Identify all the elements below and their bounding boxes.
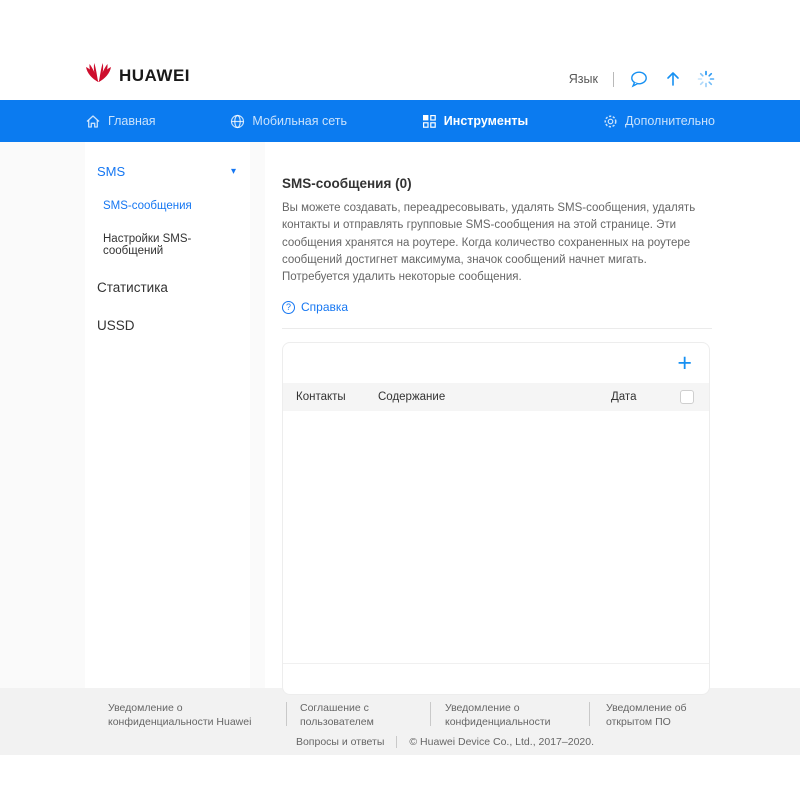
logo-wordmark: HUAWEI <box>119 65 190 85</box>
sidebar-group-label: SMS <box>97 164 126 179</box>
tab-label: Мобильная сеть <box>252 114 347 128</box>
help-link[interactable] <box>282 300 348 314</box>
content-panel <box>265 142 800 688</box>
footer-separator <box>286 702 287 726</box>
tab-mobile-network[interactable] <box>230 114 347 129</box>
page-description: Вы можете создавать, переадресовывать, удалять SMS-сообщения, удалять контакты и отправлять групповые SMS-сообщения на этой странице. Эти сообщения хранятся на роутере. Когда количество сохраненных на роутере сообщений достигнет максимума, значок сообщений начнет мигать. Потребуется удалить некоторые сообщения. <box>282 202 696 283</box>
sidebar-item-statistics[interactable]: Статистика <box>97 280 168 295</box>
main-area <box>0 142 800 688</box>
loading-spinner-icon[interactable] <box>697 70 715 88</box>
sidebar-item-sms-messages[interactable]: SMS-сообщения <box>103 200 192 212</box>
footer-link-privacy-huawei[interactable]: Уведомление о конфиденциальности Huawei <box>108 702 252 729</box>
column-header-contacts: Контакты <box>296 390 346 403</box>
huawei-flower-icon <box>85 63 112 88</box>
copyright-text: © Huawei Device Co., Ltd., 2017–2020. <box>409 736 595 749</box>
help-label: Справка <box>301 300 349 315</box>
tab-label: Главная <box>108 114 156 128</box>
tab-tools[interactable] <box>422 114 528 129</box>
header-controls <box>569 70 715 88</box>
page-title: SMS-сообщения (0) <box>282 176 412 191</box>
gear-icon <box>603 114 618 129</box>
footer-separator <box>396 736 397 748</box>
sidebar <box>85 142 250 688</box>
sidebar-item-ussd[interactable]: USSD <box>97 318 135 333</box>
tab-label: Дополнительно <box>625 114 715 128</box>
table-header-row <box>283 383 709 411</box>
select-all-checkbox[interactable] <box>680 390 694 404</box>
footer-link-privacy-notice[interactable]: Уведомление о конфиденциальности <box>445 702 551 729</box>
page-footer <box>0 688 800 755</box>
tab-home[interactable] <box>85 114 156 129</box>
huawei-logo <box>85 63 190 88</box>
column-header-content: Содержание <box>378 390 446 403</box>
globe-icon <box>230 114 245 129</box>
table-body-empty <box>283 411 709 663</box>
footer-links-row <box>0 701 800 729</box>
main-navbar <box>0 100 800 142</box>
footer-link-faq[interactable]: Вопросы и ответы <box>295 736 385 749</box>
top-header <box>85 0 715 100</box>
footer-bottom-row <box>0 736 800 748</box>
tab-label: Инструменты <box>443 114 529 128</box>
grid-icon <box>422 114 437 129</box>
sms-table-card <box>282 342 710 695</box>
select-all-cell <box>665 390 709 404</box>
sidebar-item-sms-settings[interactable]: Настройки SMS-сообщений <box>103 233 192 257</box>
footer-link-open-source[interactable]: Уведомление об открытом ПО <box>606 702 687 729</box>
add-message-button[interactable]: + <box>677 348 692 377</box>
tab-advanced[interactable] <box>603 114 715 129</box>
language-button[interactable]: Язык <box>568 72 598 86</box>
arrow-up-icon[interactable] <box>664 70 682 88</box>
table-footer <box>283 663 709 694</box>
chevron-down-icon: ▾ <box>230 166 236 177</box>
content-divider <box>282 328 712 329</box>
footer-separator <box>430 702 431 726</box>
footer-separator <box>589 702 590 726</box>
footer-link-user-agreement[interactable]: Соглашение с пользователем <box>300 702 374 729</box>
chat-bubble-icon[interactable] <box>629 70 649 88</box>
home-icon <box>85 114 101 129</box>
sidebar-group-sms[interactable] <box>85 164 250 179</box>
header-separator <box>613 72 614 87</box>
help-icon: ? <box>282 301 295 314</box>
table-toolbar <box>283 343 709 383</box>
column-header-date: Дата <box>611 390 637 403</box>
